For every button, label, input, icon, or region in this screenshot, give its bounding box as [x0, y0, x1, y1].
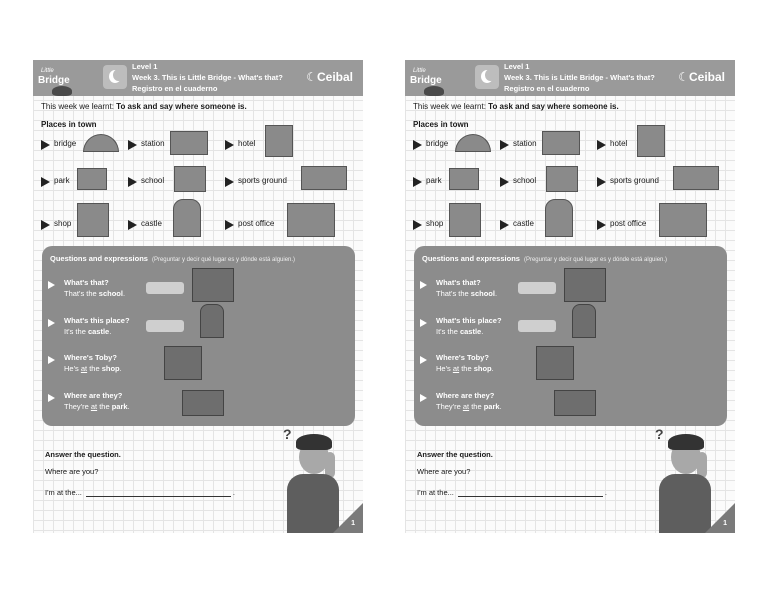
answer-title: Answer the question. — [417, 450, 493, 459]
place-school: school — [128, 174, 218, 190]
week-title: Week 3. This is Little Bridge - What's that? — [504, 73, 655, 82]
arrow-icon — [500, 177, 509, 187]
answer-blank-line[interactable] — [86, 488, 231, 497]
thinking-boy-picture: ? — [281, 430, 351, 533]
park-picture — [77, 168, 107, 190]
level-label: Level 1 — [132, 62, 158, 71]
place-post-office: post office — [225, 217, 355, 233]
place-shop: shop — [41, 217, 121, 233]
place-park: park — [413, 174, 493, 190]
castle-picture — [200, 304, 224, 338]
school-picture — [192, 268, 234, 302]
castle-picture — [173, 199, 201, 237]
page-number: 1 — [723, 520, 727, 527]
station-picture — [542, 131, 580, 155]
arrow-icon — [48, 394, 55, 402]
arrow-icon — [420, 319, 427, 327]
park-picture — [554, 390, 596, 416]
arrow-icon — [597, 220, 606, 230]
answer-prompt: I'm at the... . — [45, 488, 235, 497]
answer-title: Answer the question. — [45, 450, 121, 459]
shop-picture — [449, 203, 481, 237]
week-title: Week 3. This is Little Bridge - What's that? — [132, 73, 283, 82]
park-picture — [449, 168, 479, 190]
shop-picture — [77, 203, 109, 237]
place-post-office: post office — [597, 217, 727, 233]
place-hotel: hotel — [597, 137, 677, 153]
dog-icon — [424, 86, 444, 96]
shop-with-boy-picture — [164, 346, 202, 380]
place-bridge: bridge — [41, 137, 121, 153]
arrow-icon — [413, 177, 422, 187]
place-hotel: hotel — [225, 137, 305, 153]
worksheet-page-right — [405, 60, 735, 533]
place-park: park — [41, 174, 121, 190]
bridge-picture — [455, 134, 491, 152]
arrow-icon — [48, 356, 55, 364]
questions-title: Questions and expressions (Preguntar y decir qué lugar es y dónde está alguien.) — [50, 254, 296, 263]
page-corner — [333, 503, 363, 533]
hotel-picture — [637, 125, 665, 157]
sports-ground-picture — [301, 166, 347, 190]
place-station: station — [500, 137, 590, 153]
pointing-hand-icon — [146, 282, 184, 294]
arrow-icon — [48, 281, 55, 289]
places-title: Places in town — [413, 120, 469, 129]
little-bridge-logo: Little Bridge — [410, 68, 450, 96]
place-shop: shop — [413, 217, 493, 233]
little-bridge-logo: Little Bridge — [38, 68, 78, 96]
arrow-icon — [597, 177, 606, 187]
answer-question: Where are you? — [417, 467, 471, 476]
arrow-icon — [500, 140, 509, 150]
arrow-icon — [413, 140, 422, 150]
arrow-icon — [128, 177, 137, 187]
arrow-icon — [225, 177, 234, 187]
arrow-icon — [41, 220, 50, 230]
pointing-hand-icon — [146, 320, 184, 332]
learning-goal: This week we learnt: To ask and say where someone is. — [413, 102, 619, 111]
arrow-icon — [413, 220, 422, 230]
arrow-icon — [41, 177, 50, 187]
place-sports-ground: sports ground — [225, 174, 355, 190]
sports-ground-picture — [673, 166, 719, 190]
arrow-icon — [225, 140, 234, 150]
header-bar — [33, 60, 363, 96]
answer-question: Where are you? — [45, 467, 99, 476]
worksheet-page-left — [33, 60, 363, 533]
place-sports-ground: sports ground — [597, 174, 727, 190]
thinking-boy-picture: ? — [653, 430, 723, 533]
arrow-icon — [420, 281, 427, 289]
arrow-icon — [500, 220, 509, 230]
post-office-picture — [287, 203, 335, 237]
place-castle: castle — [500, 217, 590, 233]
place-bridge: bridge — [413, 137, 493, 153]
arrow-icon — [597, 140, 606, 150]
arrow-icon — [420, 394, 427, 402]
pointing-hand-icon — [518, 282, 556, 294]
questions-box: Questions and expressions (Preguntar y decir qué lugar es y dónde está alguien.) What's that? That's the school. What's this place? It's the castle. Where's Toby? He's at the shop. Where are they? They're at the park. — [42, 246, 355, 426]
dog-icon — [52, 86, 72, 96]
school-picture — [174, 166, 206, 192]
register-label: Registro en el cuaderno — [132, 84, 218, 93]
moon-icon — [475, 65, 499, 89]
page-number: 1 — [351, 520, 355, 527]
arrow-icon — [420, 356, 427, 364]
shop-with-boy-picture — [536, 346, 574, 380]
arrow-icon — [128, 140, 137, 150]
register-label: Registro en el cuaderno — [504, 84, 590, 93]
moon-icon — [103, 65, 127, 89]
hotel-picture — [265, 125, 293, 157]
station-picture — [170, 131, 208, 155]
school-picture — [564, 268, 606, 302]
header-bar — [405, 60, 735, 96]
questions-title: Questions and expressions (Preguntar y decir qué lugar es y dónde está alguien.) — [422, 254, 668, 263]
arrow-icon — [41, 140, 50, 150]
page-corner — [705, 503, 735, 533]
bridge-picture — [83, 134, 119, 152]
level-label: Level 1 — [504, 62, 530, 71]
post-office-picture — [659, 203, 707, 237]
place-castle: castle — [128, 217, 218, 233]
arrow-icon — [128, 220, 137, 230]
castle-picture — [545, 199, 573, 237]
ceibal-logo: ☾Ceibal — [678, 70, 725, 84]
castle-picture — [572, 304, 596, 338]
pointing-hand-icon — [518, 320, 556, 332]
questions-box: Questions and expressions (Preguntar y decir qué lugar es y dónde está alguien.) What's that? That's the school. What's this place? It's the castle. Where's Toby? He's at the shop. Where are they? They're at the park. — [414, 246, 727, 426]
school-picture — [546, 166, 578, 192]
ceibal-logo: ☾Ceibal — [306, 70, 353, 84]
place-station: station — [128, 137, 218, 153]
places-title: Places in town — [41, 120, 97, 129]
answer-prompt: I'm at the... . — [417, 488, 607, 497]
place-school: school — [500, 174, 590, 190]
arrow-icon — [225, 220, 234, 230]
arrow-icon — [48, 319, 55, 327]
answer-blank-line[interactable] — [458, 488, 603, 497]
park-picture — [182, 390, 224, 416]
learning-goal: This week we learnt: To ask and say where someone is. — [41, 102, 247, 111]
